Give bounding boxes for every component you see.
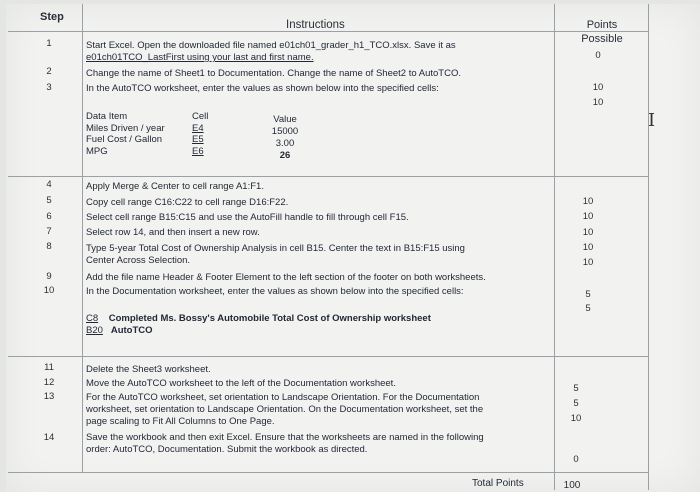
divider-points-col <box>554 4 555 490</box>
step-8-line-1: Type 5-year Total Cost of Ownership Analysis in cell B15. Center the text in B15:F15 using <box>86 243 465 254</box>
step-num-9: 9 <box>46 271 52 282</box>
doc-cell-value-1: Completed Ms. Bossy's Automobile Total Cost of Ownership worksheet <box>108 313 431 324</box>
doc-cell-row-2 <box>86 325 153 337</box>
step-num-5: 5 <box>46 195 52 206</box>
data-table-header-item: Data Item <box>86 111 128 122</box>
step-12-line-1: Move the AutoTCO worksheet to the left of the Documentation worksheet. <box>86 378 396 389</box>
points-step-2: 10 <box>592 82 604 93</box>
step-10-line-1: In the Documentation worksheet, enter the values as shown below into the specified cells: <box>86 286 464 297</box>
step-num-6: 6 <box>46 211 52 222</box>
step-num-8: 8 <box>46 241 52 252</box>
points-step-14: 10 <box>570 413 582 424</box>
step-7-line-1: Select row 14, and then insert a new row. <box>86 227 260 238</box>
step-3-line-1: In the AutoTCO worksheet, enter the values as shown below into the specified cells: <box>86 83 439 94</box>
divider-row-10 <box>8 356 648 357</box>
data-table-value-1: 15000 <box>271 126 299 137</box>
points-step-3: 10 <box>592 97 604 108</box>
total-label: Total Points <box>472 478 524 489</box>
data-table-cell-3: E6 <box>192 145 204 157</box>
divider-right-edge <box>648 4 649 490</box>
header-step: Step <box>40 11 64 23</box>
data-table-value-2: 3.00 <box>275 138 295 149</box>
data-table-col-item <box>86 111 165 157</box>
doc-cell-ref-1: C8 <box>86 313 99 324</box>
points-step-1: 0 <box>595 50 601 61</box>
step-2-line-1: Change the name of Sheet1 to Documentation. Change the name of Sheet2 to AutoTCO. <box>86 68 461 79</box>
divider-total <box>8 472 648 473</box>
step-num-3: 3 <box>46 82 52 93</box>
doc-cell-ref-2: B20 <box>86 325 103 336</box>
step-13-line-1: For the AutoTCO worksheet, set orientation to Landscape Orientation. For the Documentation <box>86 392 480 403</box>
step-4-line-1: Apply Merge & Center to cell range A1:F1. <box>86 181 264 192</box>
data-table-col-cell <box>192 111 208 157</box>
step-num-12: 12 <box>43 377 55 388</box>
step-num-7: 7 <box>46 226 52 237</box>
header-instructions: Instructions <box>286 19 345 31</box>
divider-header <box>8 31 648 32</box>
data-table-header-value: Value <box>273 114 297 125</box>
step-9-line-1: Add the file name Header & Footer Element to the left section of the footer on both worksheets. <box>86 272 486 283</box>
points-step-10: 5 <box>585 303 591 314</box>
points-step-6: 10 <box>582 227 594 238</box>
total-value: 100 <box>563 480 581 491</box>
divider-row-3 <box>8 176 648 177</box>
step-14-line-2: order: AutoTCO, Documentation. Submit the workbook as directed. <box>86 444 368 455</box>
step-num-11: 11 <box>44 362 54 373</box>
data-table-cell-1: E4 <box>192 122 204 134</box>
step-num-2: 2 <box>46 66 52 77</box>
points-step-7: 10 <box>582 242 594 253</box>
points-step-4: 10 <box>582 196 594 207</box>
points-step-5: 10 <box>582 211 594 222</box>
data-table-item-2: Fuel Cost / Gallon <box>86 134 163 145</box>
points-step-12: 5 <box>573 383 579 394</box>
data-table-item-1: Miles Driven / year <box>86 122 165 134</box>
data-table-cell-2: E5 <box>192 134 204 145</box>
points-step-9: 5 <box>585 289 591 300</box>
step-num-1: 1 <box>46 38 52 49</box>
step-11-line-1: Delete the Sheet3 worksheet. <box>86 364 211 375</box>
text-cursor-icon: I <box>648 110 656 131</box>
step-num-10: 10 <box>43 285 55 296</box>
points-step-8: 10 <box>582 257 594 268</box>
doc-cell-value-2: AutoTCO <box>110 325 153 336</box>
step-num-4: 4 <box>46 179 52 190</box>
data-table-header-cell: Cell <box>192 111 209 122</box>
step-num-14: 14 <box>43 432 55 443</box>
data-table-value-3: 26 <box>279 150 291 161</box>
step-13-line-2: worksheet, set orientation to Landscape Orientation. On the Documentation worksheet, set the <box>86 404 484 415</box>
doc-cell-row-1 <box>86 313 431 325</box>
header-points: Points Possible <box>581 19 623 45</box>
step-1-line-1: Start Excel. Open the downloaded file named e01ch01_grader_h1_TCO.xlsx. Save it as <box>86 40 456 51</box>
step-1-line-2: e01ch01TCO_LastFirst using your last and first name. <box>86 52 314 63</box>
step-num-13: 13 <box>43 391 55 402</box>
points-step-13: 5 <box>573 398 579 409</box>
step-13-line-3: page scaling to Fit All Columns to One Page. <box>86 416 275 427</box>
step-14-line-1: Save the workbook and then exit Excel. Ensure that the worksheets are named in the following <box>86 432 484 443</box>
data-table-item-3: MPG <box>86 145 108 157</box>
step-8-line-2: Center Across Selection. <box>86 255 191 266</box>
step-6-line-1: Select cell range B15:C15 and use the AutoFill handle to fill through cell F15. <box>86 212 409 223</box>
divider-step-col <box>82 4 83 472</box>
points-extra: 0 <box>573 454 579 465</box>
step-5-line-1: Copy cell range C16:C22 to cell range D16:F22. <box>86 197 289 208</box>
data-table-col-value <box>270 114 300 162</box>
